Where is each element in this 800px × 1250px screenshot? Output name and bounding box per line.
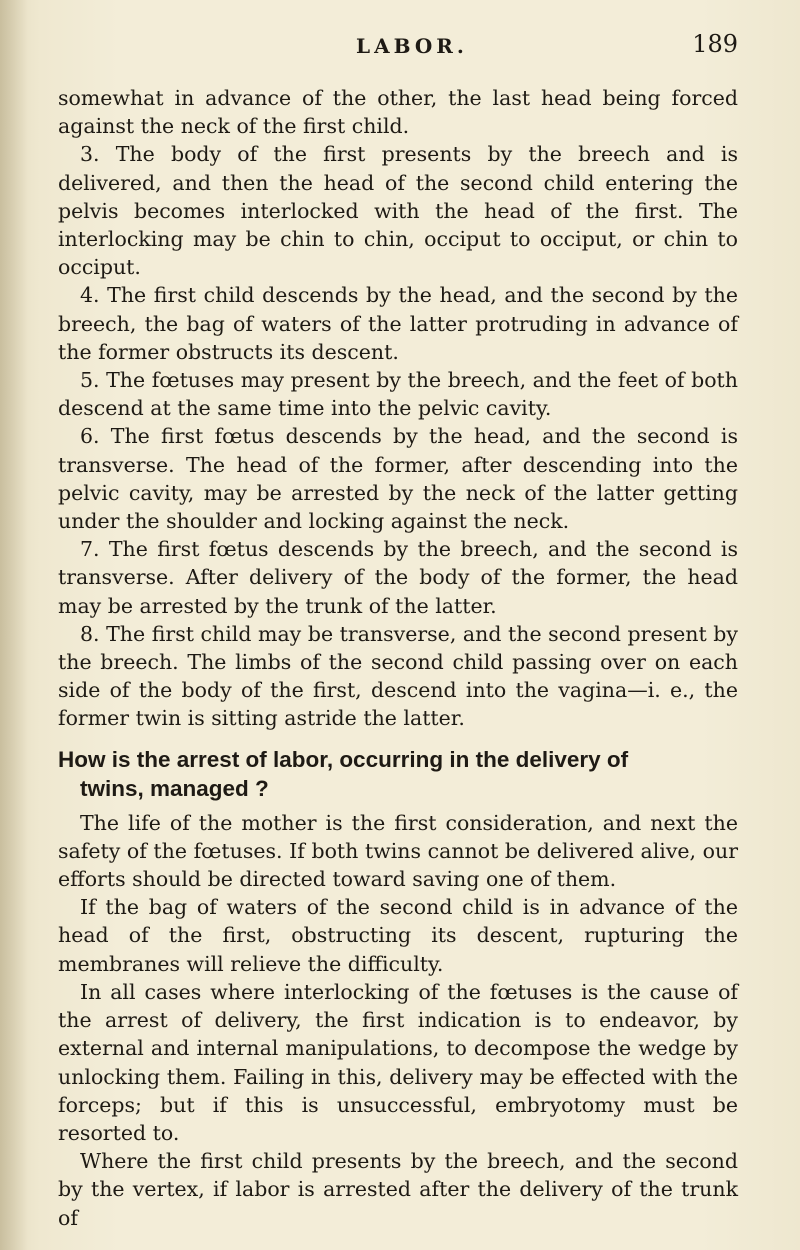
answer-paragraph-1: The life of the mother is the first consideration, and next the safety of the fœtuses. If both twins cannot be delivered alive, our efforts should be directed toward saving one of them. <box>58 810 738 892</box>
list-item-4: 4. The first child descends by the head, and the second by the breech, the bag of waters of the latter protruding in advance of the former obstructs its descent. <box>58 283 738 364</box>
list-item-5: 5. The fœtuses may present by the breech, and the feet of both descend at the same time into the pelvic cavity. <box>58 368 738 421</box>
running-head <box>0 28 800 68</box>
question-line-1: How is the arrest of labor, occurring in the delivery of <box>58 746 629 772</box>
list-item-8: 8. The first child may be transverse, and the second present by the breech. The limbs of the second child passing over on each side of the body of the first, descend into the vagina—i. e., the former twin is sitting astride the latter. <box>58 621 738 731</box>
answer-paragraph-3: In all cases where interlocking of the fœtuses is the cause of the arrest of delivery, the first indication is to endeavor, by external and internal manipulations, to decompose the wedge by unlocking them. Failing in this, delivery may be effected with the forceps; but if this is unsuccessful, embryotomy must be resorted to. <box>58 979 738 1145</box>
list-item-3: 3. The body of the first presents by the breech and is delivered, and then the head of the second child entering the pelvis becomes interlocked with the head of the first. The interlocking may be chin to chin, occiput to occiput, or chin to occiput. <box>58 142 738 280</box>
spine-shadow <box>0 0 28 1250</box>
answer-paragraph-2: If the bag of waters of the second child is in advance of the head of the first, obstructing its descent, rupturing the membranes will relieve the difficulty. <box>58 895 738 976</box>
paragraph-continued: somewhat in advance of the other, the last head being forced against the neck of the first child. <box>58 86 738 139</box>
page-number: 189 <box>692 30 738 58</box>
question-heading <box>58 745 738 803</box>
list-item-7: 7. The first fœtus descends by the breech, and the second is transverse. After delivery of the body of the former, the head may be arrested by the trunk of the latter. <box>58 537 738 618</box>
answer-paragraph-4: Where the first child presents by the breech, and the second by the vertex, if labor is arrested after the delivery of the trunk of <box>58 1149 738 1230</box>
header-title: LABOR. <box>356 34 468 58</box>
list-item-6: 6. The first fœtus descends by the head, and the second is transverse. The head of the former, after descending into the pelvic cavity, may be arrested by the neck of the latter getting under the shoulder and locking against the neck. <box>58 424 738 534</box>
body-text <box>58 84 738 1232</box>
question-line-2: twins, managed ? <box>80 775 269 801</box>
